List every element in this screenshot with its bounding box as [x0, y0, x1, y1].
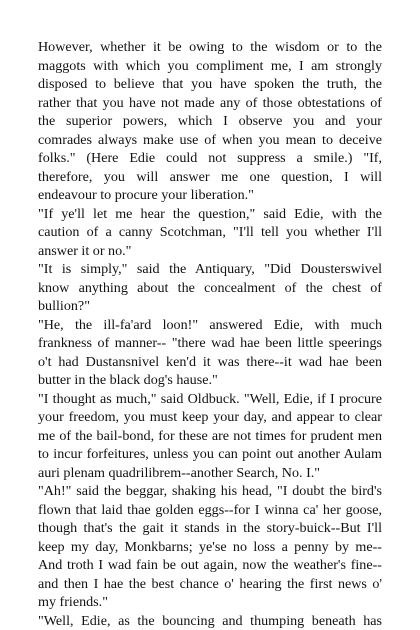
text-line: "I thought as much," said Oldbuck. "Well, Edie, if I procure [38, 390, 382, 409]
text-line: comrades always make use of when you mean to deceive [38, 131, 382, 150]
text-line: my friends." [38, 593, 382, 612]
text-line: maggots with which you compliment me, I am strongly [38, 57, 382, 76]
paragraph [38, 205, 382, 261]
text-line: auri plenam quadrilibrem--another Search, No. I." [38, 464, 382, 483]
text-line: therefore, you will answer me one question, I will [38, 168, 382, 187]
text-line: endeavour to procure your liberation." [38, 186, 382, 205]
paragraph [38, 38, 382, 205]
text-line: frankness of manner-- "there wad hae been little speerings [38, 334, 382, 353]
text-line: the superior powers, which I observe you and your [38, 112, 382, 131]
text-line: butter in the black dog's hause." [38, 371, 382, 390]
paragraph [38, 390, 382, 483]
text-line: rather that you have not made any of those obtestations of [38, 94, 382, 113]
text-line: "Ah!" said the beggar, shaking his head, "I doubt the bird's [38, 482, 382, 501]
text-line: keep my day, Monkbarns; ye'se no loss a penny by me-- [38, 538, 382, 557]
text-line: caution of a canny Scotchman, "I'll tell you whether I'll [38, 223, 382, 242]
text-line: "Well, Edie, as the bouncing and thumping beneath has [38, 612, 382, 630]
text-line: know anything about the concealment of the chest of [38, 279, 382, 298]
text-line: me of the bail-bond, for these are not times for prudent men [38, 427, 382, 446]
text-line: though that's the gait it stands in the story-buick--But I'll [38, 519, 382, 538]
text-line: answer it or no." [38, 242, 382, 261]
text-line: However, whether it be owing to the wisdom or to the [38, 38, 382, 57]
text-line: bullion?" [38, 297, 382, 316]
paragraph [38, 316, 382, 390]
paragraph [38, 260, 382, 316]
paragraph [38, 482, 382, 612]
text-line: flown that laid thae golden eggs--for I winna ca' her goose, [38, 501, 382, 520]
text-line: disposed to believe that you have spoken the truth, the [38, 75, 382, 94]
text-line: to incur forfeitures, unless you can point out another Aulam [38, 445, 382, 464]
document-page [38, 38, 382, 630]
text-line: your freedom, you must keep your day, and appear to clear [38, 408, 382, 427]
text-line: and then I hae the best chance o' hearing the first news o' [38, 575, 382, 594]
text-line: folks." (Here Edie could not suppress a smile.) "If, [38, 149, 382, 168]
text-line: o't had Dustansnivel ken'd it was there--it wad hae been [38, 353, 382, 372]
text-line: And troth I wad fain be out again, now the weather's fine-- [38, 556, 382, 575]
paragraph [38, 612, 382, 630]
text-line: "If ye'll let me hear the question," said Edie, with the [38, 205, 382, 224]
text-line: "He, the ill-fa'ard loon!" answered Edie, with much [38, 316, 382, 335]
text-line: "It is simply," said the Antiquary, "Did Dousterswivel [38, 260, 382, 279]
